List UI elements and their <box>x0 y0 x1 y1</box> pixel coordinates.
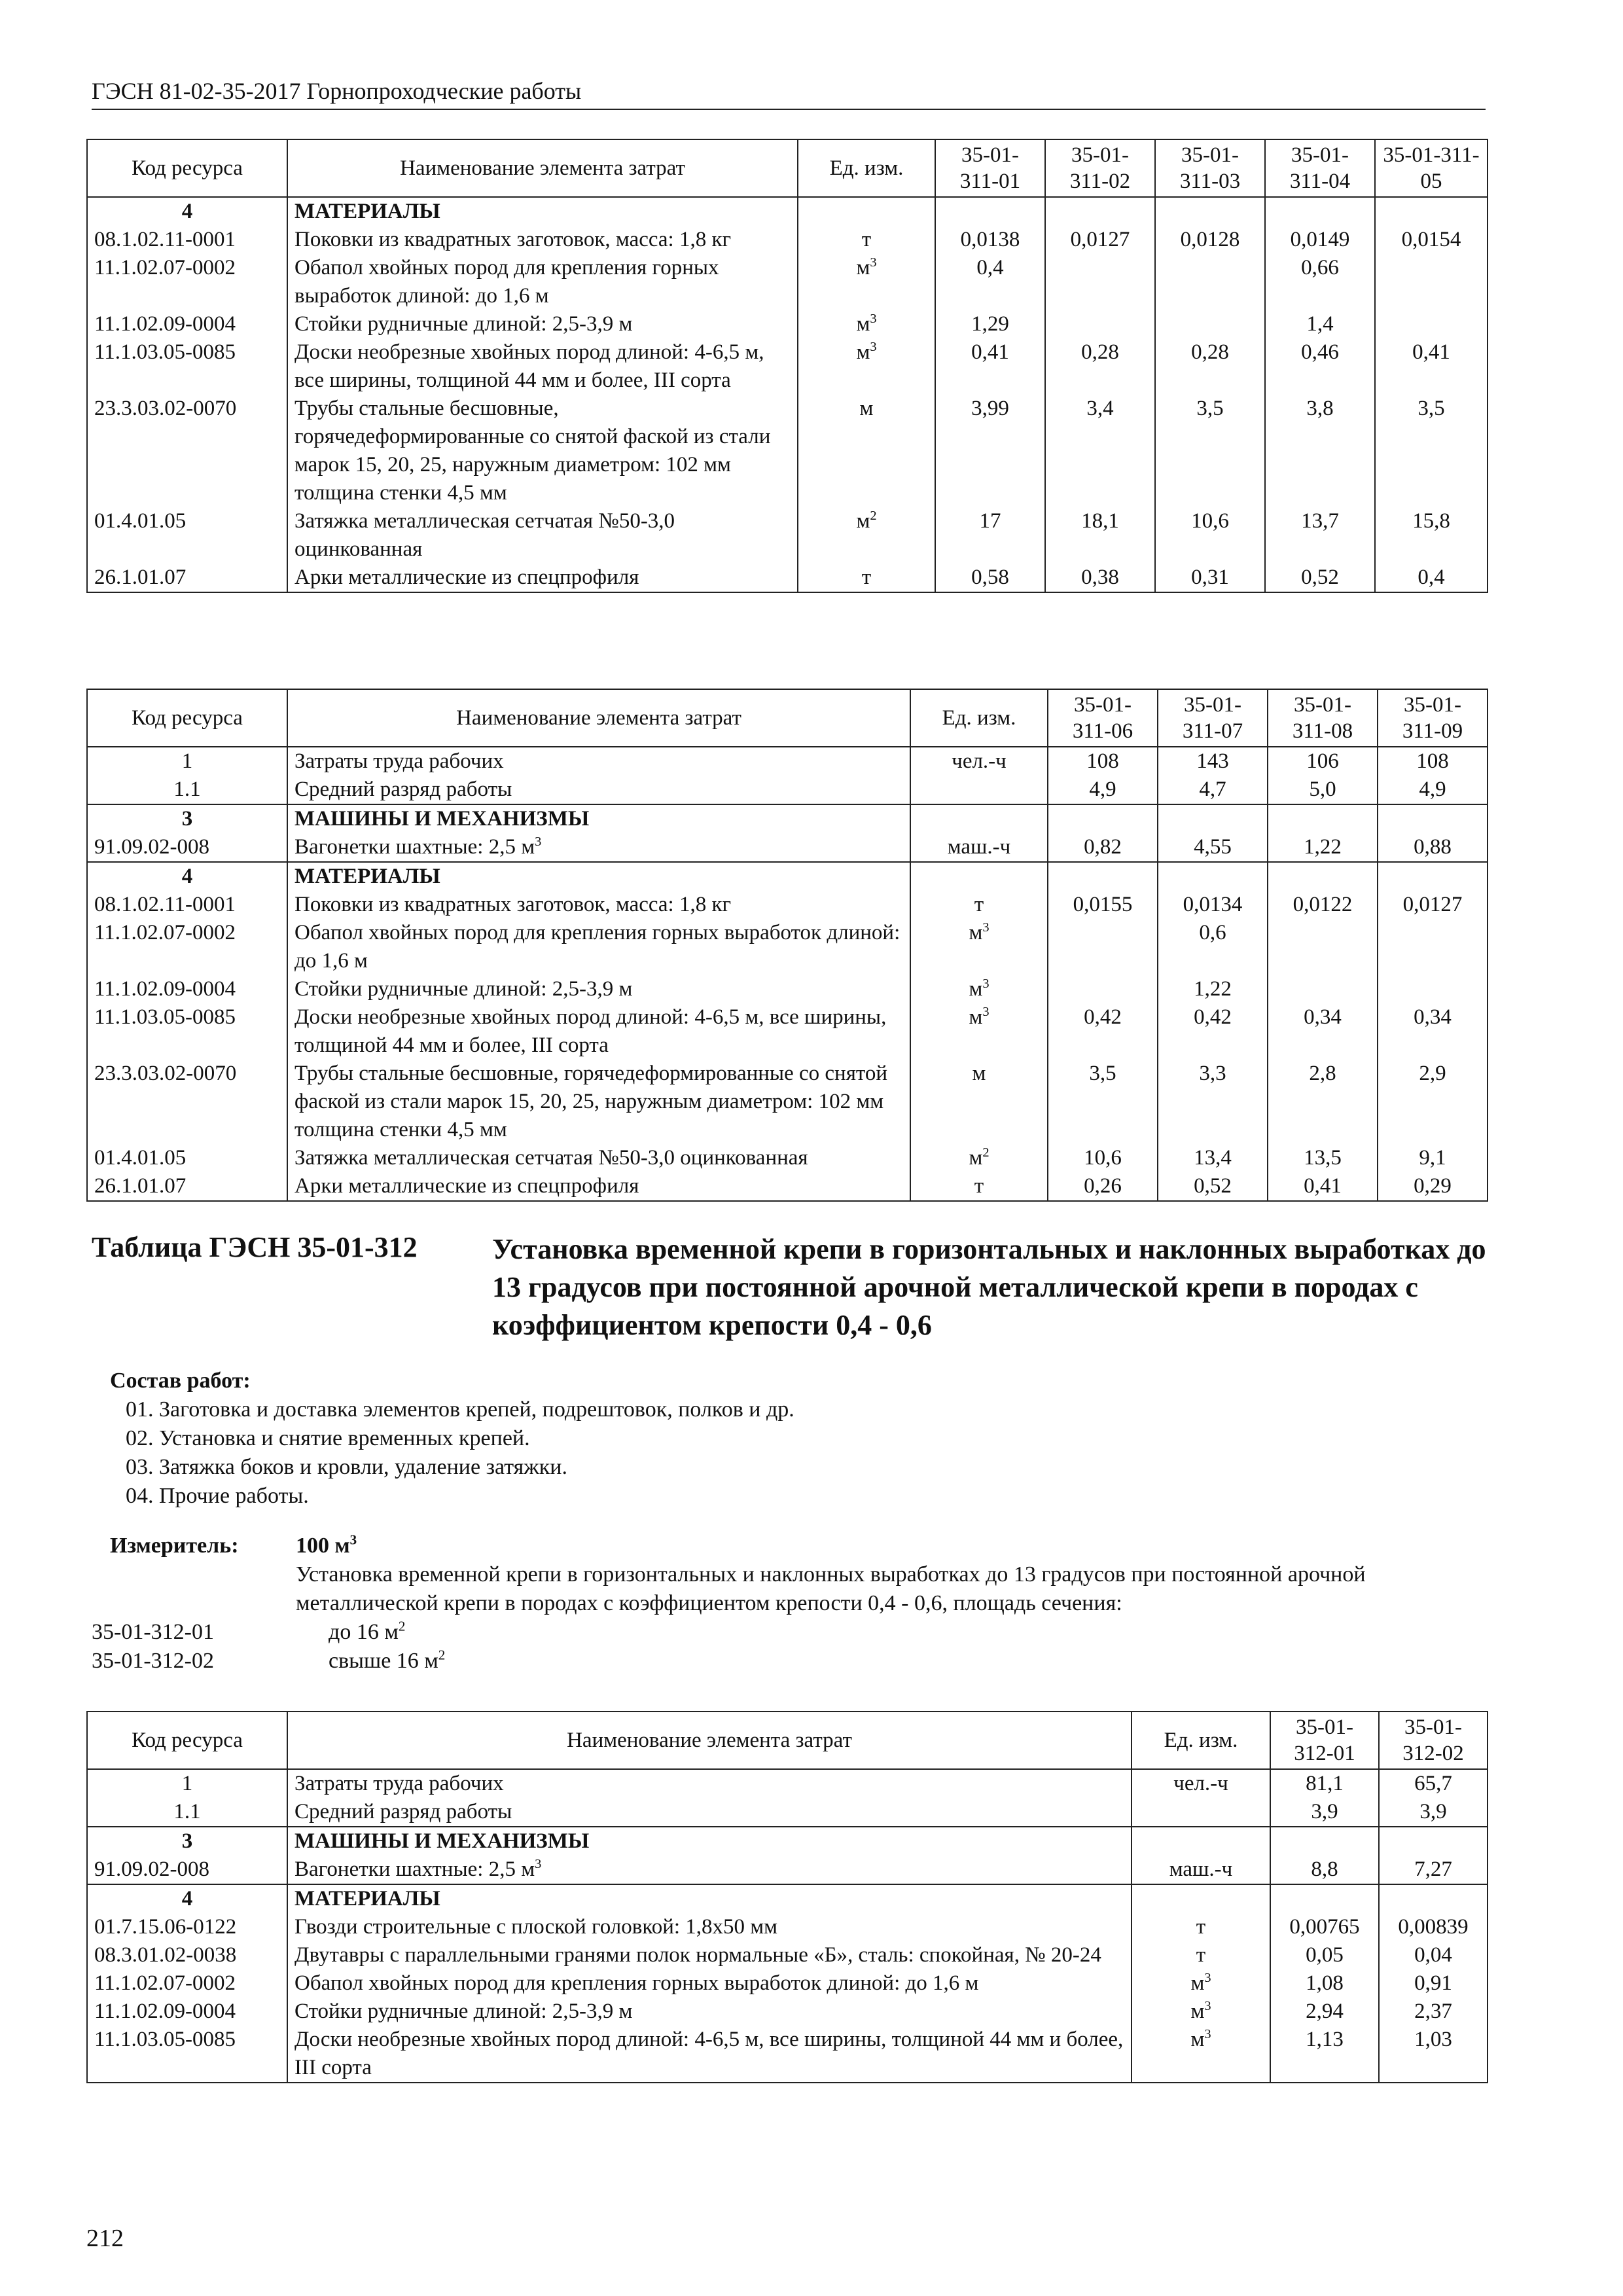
section-number: 4 <box>87 862 287 891</box>
empty-cell <box>1158 862 1268 891</box>
section-number: 4 <box>87 197 287 226</box>
resource-name: Арки металлические из спецпрофиля <box>287 1172 910 1201</box>
rate-value: 0,05 <box>1270 1941 1379 1969</box>
table-row <box>87 254 1488 310</box>
rate-value: 0,28 <box>1155 338 1265 395</box>
table-row <box>87 1998 1488 2026</box>
rate-value: 1,13 <box>1270 2026 1379 2083</box>
variant-text: свыше 16 $м^2$ <box>329 1647 446 1673</box>
table-row <box>87 310 1488 338</box>
resource-code: 11.1.02.07-0002 <box>87 1969 287 1998</box>
resource-code: 08.1.02.11-0001 <box>87 226 287 254</box>
table-row <box>87 1969 1488 1998</box>
col-header-name: Наименование элемента затрат <box>287 689 910 747</box>
rate-value <box>1375 254 1488 310</box>
rate-value: 8,8 <box>1270 1856 1379 1884</box>
rate-value: 0,00839 <box>1379 1913 1488 1941</box>
table-row <box>87 1172 1488 1201</box>
resource-code: 1.1 <box>87 1798 287 1827</box>
resource-code: 23.3.03.02-0070 <box>87 1060 287 1144</box>
rate-value: 4,9 <box>1378 776 1488 804</box>
resource-code: 01.4.01.05 <box>87 507 287 564</box>
section-row-materials <box>87 197 1488 226</box>
rate-value: 0,46 <box>1265 338 1375 395</box>
meter-label: Измеритель: <box>110 1534 239 1558</box>
table-row <box>87 776 1488 804</box>
col-header-rate: 35-01-311-06 <box>1048 689 1158 747</box>
resource-code: 11.1.02.09-0004 <box>87 310 287 338</box>
resource-unit: м <box>910 1060 1048 1144</box>
rate-value: 106 <box>1268 747 1378 776</box>
resource-unit: $м^2$ <box>798 507 935 564</box>
rate-value: 0,91 <box>1379 1969 1488 1998</box>
rate-value: 108 <box>1378 747 1488 776</box>
running-header: ГЭСН 81-02-35-2017 Горнопроходческие работы <box>92 77 1486 110</box>
rate-value: 0,04 <box>1379 1941 1488 1969</box>
section-row <box>87 1884 1488 1913</box>
resource-name: Средний разряд работы <box>287 1798 1132 1827</box>
table-row <box>87 564 1488 592</box>
rate-value: 2,94 <box>1270 1998 1379 2026</box>
resource-name: Стойки рудничные длиной: 2,5-3,9 м <box>287 1998 1132 2026</box>
rate-value: 7,27 <box>1379 1856 1488 1884</box>
rate-value: 0,6 <box>1158 919 1268 975</box>
section-number: 4 <box>87 1884 287 1913</box>
resource-code: 1 <box>87 747 287 776</box>
variant-code: 35-01-312-01 <box>92 1620 214 1644</box>
table-number: Таблица ГЭСН 35-01-312 <box>92 1231 418 1263</box>
table-row <box>87 919 1488 975</box>
work-item: 04. Прочие работы. <box>126 1484 309 1508</box>
empty-cell <box>910 862 1048 891</box>
resource-name: Доски необрезные хвойных пород длиной: 4-6,5 м, все ширины, толщиной 44 мм и более, III сорта <box>287 338 798 395</box>
rate-value: 0,0127 <box>1378 891 1488 919</box>
rate-value <box>1048 975 1158 1003</box>
rate-value: 1,29 <box>935 310 1045 338</box>
section-number: 3 <box>87 1827 287 1856</box>
resource-code: 91.09.02-008 <box>87 833 287 862</box>
rate-value: 0,42 <box>1158 1003 1268 1060</box>
resource-unit: $м^3$ <box>798 254 935 310</box>
rate-value: 3,5 <box>1155 395 1265 507</box>
resource-name: Вагонетки шахтные: 2,5 $м^3$ <box>287 1856 1132 1884</box>
resource-code: 11.1.02.09-0004 <box>87 975 287 1003</box>
resource-code: 91.09.02-008 <box>87 1856 287 1884</box>
section-number: 3 <box>87 804 287 833</box>
resource-code: 26.1.01.07 <box>87 1172 287 1201</box>
rate-value <box>1045 254 1155 310</box>
section-row <box>87 804 1488 833</box>
empty-cell <box>910 804 1048 833</box>
rate-value: 3,3 <box>1158 1060 1268 1144</box>
rate-value: 15,8 <box>1375 507 1488 564</box>
rate-value: 0,0149 <box>1265 226 1375 254</box>
resource-name: Затяжка металлическая сетчатая №50-3,0 оцинкованная <box>287 1144 910 1172</box>
resource-name: Обапол хвойных пород для крепления горных выработок длиной: до 1,6 м <box>287 254 798 310</box>
rate-value: 0,0122 <box>1268 891 1378 919</box>
empty-cell <box>1378 804 1488 833</box>
col-header-unit: Ед. изм. <box>910 689 1048 747</box>
resource-name: Средний разряд работы <box>287 776 910 804</box>
resource-name: Поковки из квадратных заготовок, масса: 1,8 кг <box>287 226 798 254</box>
rate-value: 0,34 <box>1268 1003 1378 1060</box>
resource-name: Поковки из квадратных заготовок, масса: 1,8 кг <box>287 891 910 919</box>
empty-cell <box>1379 1884 1488 1913</box>
rate-value: 0,41 <box>1268 1172 1378 1201</box>
resource-code: 11.1.02.07-0002 <box>87 254 287 310</box>
resource-code: 11.1.03.05-0085 <box>87 338 287 395</box>
resource-table-311-01-05 <box>86 139 1488 593</box>
resource-unit: т <box>798 226 935 254</box>
rate-value <box>1268 919 1378 975</box>
rate-value: 4,55 <box>1158 833 1268 862</box>
col-header-rate: 35-01-311-07 <box>1158 689 1268 747</box>
resource-unit: $м^3$ <box>798 310 935 338</box>
col-header-rate: 35-01-312-01 <box>1270 1712 1379 1769</box>
resource-table-312 <box>86 1711 1488 2083</box>
rate-value: 2,8 <box>1268 1060 1378 1144</box>
resource-name: Трубы стальные бесшовные, горячедеформированные со снятой фаской из стали марок 15, 20, 25, наружным диаметром: 102 мм толщина стенки 4,5 мм <box>287 395 798 507</box>
rate-value: 0,31 <box>1155 564 1265 592</box>
resource-name: Затраты труда рабочих <box>287 1769 1132 1798</box>
section-title: МАШИНЫ И МЕХАНИЗМЫ <box>287 1827 1132 1856</box>
section-title: МАТЕРИАЛЫ <box>287 197 798 226</box>
rate-value: 0,88 <box>1378 833 1488 862</box>
resource-unit: т <box>1132 1913 1270 1941</box>
resource-unit: чел.-ч <box>910 747 1048 776</box>
table-row <box>87 975 1488 1003</box>
rate-value: 3,8 <box>1265 395 1375 507</box>
resource-code: 23.3.03.02-0070 <box>87 395 287 507</box>
rate-value <box>1378 919 1488 975</box>
col-header-rate: 35-01-311-05 <box>1375 139 1488 197</box>
section-row <box>87 862 1488 891</box>
rate-value: 0,4 <box>1375 564 1488 592</box>
variant-text: до 16 $м^2$ <box>329 1618 406 1644</box>
work-item: 02. Установка и снятие временных крепей. <box>126 1426 530 1450</box>
rate-value: 65,7 <box>1379 1769 1488 1798</box>
rate-value <box>1048 919 1158 975</box>
resource-unit: т <box>1132 1941 1270 1969</box>
resource-unit: $м^3$ <box>910 975 1048 1003</box>
rate-value: 1,22 <box>1268 833 1378 862</box>
table-row <box>87 395 1488 507</box>
rate-value <box>1268 975 1378 1003</box>
resource-unit: маш.-ч <box>1132 1856 1270 1884</box>
col-header-code: Код ресурса <box>87 1712 287 1769</box>
col-header-unit: Ед. изм. <box>1132 1712 1270 1769</box>
resource-code: 08.3.01.02-0038 <box>87 1941 287 1969</box>
resource-name: Гвозди строительные с плоской головкой: 1,8x50 мм <box>287 1913 1132 1941</box>
rate-value: 13,7 <box>1265 507 1375 564</box>
rate-value <box>1155 254 1265 310</box>
empty-cell <box>1379 1827 1488 1856</box>
rate-value: 0,0134 <box>1158 891 1268 919</box>
resource-unit <box>1132 1798 1270 1827</box>
rate-value: 2,9 <box>1378 1060 1488 1144</box>
meter-unit: 100 $м^3$ <box>296 1532 357 1558</box>
resource-unit: $м^2$ <box>910 1144 1048 1172</box>
resource-unit: $м^3$ <box>1132 1969 1270 1998</box>
variant-code: 35-01-312-02 <box>92 1649 214 1673</box>
rate-value: 3,5 <box>1048 1060 1158 1144</box>
resource-name: Арки металлические из спецпрофиля <box>287 564 798 592</box>
col-header-rate: 35-01-311-03 <box>1155 139 1265 197</box>
rate-value: 0,41 <box>935 338 1045 395</box>
rate-value: 0,00765 <box>1270 1913 1379 1941</box>
col-header-rate: 35-01-311-09 <box>1378 689 1488 747</box>
rate-value: 0,0155 <box>1048 891 1158 919</box>
table-title: Установка временной крепи в горизонтальных и наклонных выработках до 13 градусов при постоянной арочной металлической крепи в породах с коэффициентом крепости 0,4 - 0,6 <box>492 1233 1486 1341</box>
resource-unit: маш.-ч <box>910 833 1048 862</box>
table-row <box>87 747 1488 776</box>
section-title: МАТЕРИАЛЫ <box>287 862 910 891</box>
resource-unit: т <box>910 1172 1048 1201</box>
work-composition-heading: Состав работ: <box>110 1369 251 1393</box>
rate-value: 0,66 <box>1265 254 1375 310</box>
resource-unit: $м^3$ <box>1132 1998 1270 2026</box>
rate-value: 0,26 <box>1048 1172 1158 1201</box>
resource-name: Стойки рудничные длиной: 2,5-3,9 м <box>287 310 798 338</box>
rate-value: 0,38 <box>1045 564 1155 592</box>
empty-cell <box>1270 1827 1379 1856</box>
resource-name: Обапол хвойных пород для крепления горных выработок длиной: до 1,6 м <box>287 919 910 975</box>
table-row <box>87 1856 1488 1884</box>
resource-name: Доски необрезные хвойных пород длиной: 4-6,5 м, все ширины, толщиной 44 мм и более, III сорта <box>287 2026 1132 2083</box>
rate-value: 0,52 <box>1158 1172 1268 1201</box>
empty-cell <box>1268 804 1378 833</box>
resource-code: 1 <box>87 1769 287 1798</box>
resource-code: 11.1.03.05-0085 <box>87 1003 287 1060</box>
rate-value: 13,5 <box>1268 1144 1378 1172</box>
empty-cell <box>1270 1884 1379 1913</box>
rate-value: 4,7 <box>1158 776 1268 804</box>
col-header-rate: 35-01-311-04 <box>1265 139 1375 197</box>
empty-cell <box>1132 1827 1270 1856</box>
col-header-code: Код ресурса <box>87 689 287 747</box>
rate-value: 0,82 <box>1048 833 1158 862</box>
empty-cell <box>1048 804 1158 833</box>
resource-code: 01.4.01.05 <box>87 1144 287 1172</box>
rate-value: 1,03 <box>1379 2026 1488 2083</box>
rate-value: 0,58 <box>935 564 1045 592</box>
col-header-name: Наименование элемента затрат <box>287 139 798 197</box>
rate-value: 5,0 <box>1268 776 1378 804</box>
table-row <box>87 1144 1488 1172</box>
rate-value <box>1378 975 1488 1003</box>
resource-unit: $м^3$ <box>798 338 935 395</box>
resource-unit: $м^3$ <box>910 1003 1048 1060</box>
empty-cell <box>1048 862 1158 891</box>
rate-value: 0,4 <box>935 254 1045 310</box>
resource-name: Обапол хвойных пород для крепления горных выработок длиной: до 1,6 м <box>287 1969 1132 1998</box>
rate-value: 0,0128 <box>1155 226 1265 254</box>
rate-value: 0,52 <box>1265 564 1375 592</box>
rate-value: 1,22 <box>1158 975 1268 1003</box>
empty-cell <box>1378 862 1488 891</box>
rate-value: 0,34 <box>1378 1003 1488 1060</box>
rate-value: 18,1 <box>1045 507 1155 564</box>
rate-value: 4,9 <box>1048 776 1158 804</box>
rate-value: 3,99 <box>935 395 1045 507</box>
rate-value: 13,4 <box>1158 1144 1268 1172</box>
resource-code: 01.7.15.06-0122 <box>87 1913 287 1941</box>
resource-name: Трубы стальные бесшовные, горячедеформированные со снятой фаской из стали марок 15, 20, 25, наружным диаметром: 102 мм толщина стенки 4,5 мм <box>287 1060 910 1144</box>
col-header-rate: 35-01-311-01 <box>935 139 1045 197</box>
table-row <box>87 1060 1488 1144</box>
resource-code: 08.1.02.11-0001 <box>87 891 287 919</box>
table-row <box>87 1798 1488 1827</box>
work-composition <box>110 1367 794 1511</box>
table-row <box>87 338 1488 395</box>
work-item: 03. Затяжка боков и кровли, удаление затяжки. <box>126 1455 567 1479</box>
resource-code: 1.1 <box>87 776 287 804</box>
table-row <box>87 1003 1488 1060</box>
rate-value: 17 <box>935 507 1045 564</box>
resource-unit: чел.-ч <box>1132 1769 1270 1798</box>
section-title: МАШИНЫ И МЕХАНИЗМЫ <box>287 804 910 833</box>
resource-unit: т <box>910 891 1048 919</box>
table-row <box>87 891 1488 919</box>
resource-code: 26.1.01.07 <box>87 564 287 592</box>
rate-value: 2,37 <box>1379 1998 1488 2026</box>
rate-value: 3,9 <box>1379 1798 1488 1827</box>
rate-value: 0,0154 <box>1375 226 1488 254</box>
rate-value: 1,4 <box>1265 310 1375 338</box>
resource-code: 11.1.03.05-0085 <box>87 2026 287 2083</box>
rate-value: 143 <box>1158 747 1268 776</box>
rate-value: 3,9 <box>1270 1798 1379 1827</box>
rate-value: 81,1 <box>1270 1769 1379 1798</box>
rate-value: 10,6 <box>1155 507 1265 564</box>
table-row <box>87 1913 1488 1941</box>
rate-value <box>1375 310 1488 338</box>
resource-name: Доски необрезные хвойных пород длиной: 4-6,5 м, все ширины, толщиной 44 мм и более, III сорта <box>287 1003 910 1060</box>
resource-code: 11.1.02.09-0004 <box>87 1998 287 2026</box>
section-title: МАТЕРИАЛЫ <box>287 1884 1132 1913</box>
empty-cell <box>1132 1884 1270 1913</box>
resource-unit: т <box>798 564 935 592</box>
resource-name: Затраты труда рабочих <box>287 747 910 776</box>
resource-name: Стойки рудничные длиной: 2,5-3,9 м <box>287 975 910 1003</box>
rate-value: 0,41 <box>1375 338 1488 395</box>
resource-unit: $м^3$ <box>1132 2026 1270 2083</box>
resource-name: Затяжка металлическая сетчатая №50-3,0 оцинкованная <box>287 507 798 564</box>
rate-value: 108 <box>1048 747 1158 776</box>
rate-value <box>1045 310 1155 338</box>
table-row <box>87 1769 1488 1798</box>
rate-value: 0,0138 <box>935 226 1045 254</box>
resource-name: Вагонетки шахтные: 2,5 $м^3$ <box>287 833 910 862</box>
resource-name: Двутавры с параллельными гранями полок нормальные «Б», сталь: спокойная, № 20-24 <box>287 1941 1132 1969</box>
empty-cell <box>1268 862 1378 891</box>
rate-value: 0,0127 <box>1045 226 1155 254</box>
work-item: 01. Заготовка и доставка элементов крепей, подрештовок, полков и др. <box>126 1397 794 1422</box>
col-header-name: Наименование элемента затрат <box>287 1712 1132 1769</box>
section-row <box>87 1827 1488 1856</box>
rate-value: 9,1 <box>1378 1144 1488 1172</box>
rate-value <box>1155 310 1265 338</box>
col-header-rate: 35-01-312-02 <box>1379 1712 1488 1769</box>
rate-value: 0,28 <box>1045 338 1155 395</box>
resource-table-311-06-09 <box>86 689 1488 1202</box>
rate-value: 10,6 <box>1048 1144 1158 1172</box>
rate-value: 3,5 <box>1375 395 1488 507</box>
empty-cell <box>1158 804 1268 833</box>
resource-unit: $м^3$ <box>910 919 1048 975</box>
resource-unit <box>910 776 1048 804</box>
rate-value: 1,08 <box>1270 1969 1379 1998</box>
rate-value: 0,42 <box>1048 1003 1158 1060</box>
table-row <box>87 226 1488 254</box>
table-row <box>87 1941 1488 1969</box>
resource-code: 11.1.02.07-0002 <box>87 919 287 975</box>
page-number: 212 <box>86 2225 124 2252</box>
resource-unit: м <box>798 395 935 507</box>
rate-value: 3,4 <box>1045 395 1155 507</box>
col-header-rate: 35-01-311-08 <box>1268 689 1378 747</box>
table-row <box>87 2026 1488 2083</box>
col-header-unit: Ед. изм. <box>798 139 935 197</box>
meter-description: Установка временной крепи в горизонтальных и наклонных выработках до 13 градусов при постоянной арочной металлической крепи в породах с коэффициентом крепости 0,4 - 0,6, площадь сечения: <box>296 1562 1366 1615</box>
table-row <box>87 833 1488 862</box>
rate-value: 0,29 <box>1378 1172 1488 1201</box>
col-header-rate: 35-01-311-02 <box>1045 139 1155 197</box>
table-row <box>87 507 1488 564</box>
col-header-code: Код ресурса <box>87 139 287 197</box>
